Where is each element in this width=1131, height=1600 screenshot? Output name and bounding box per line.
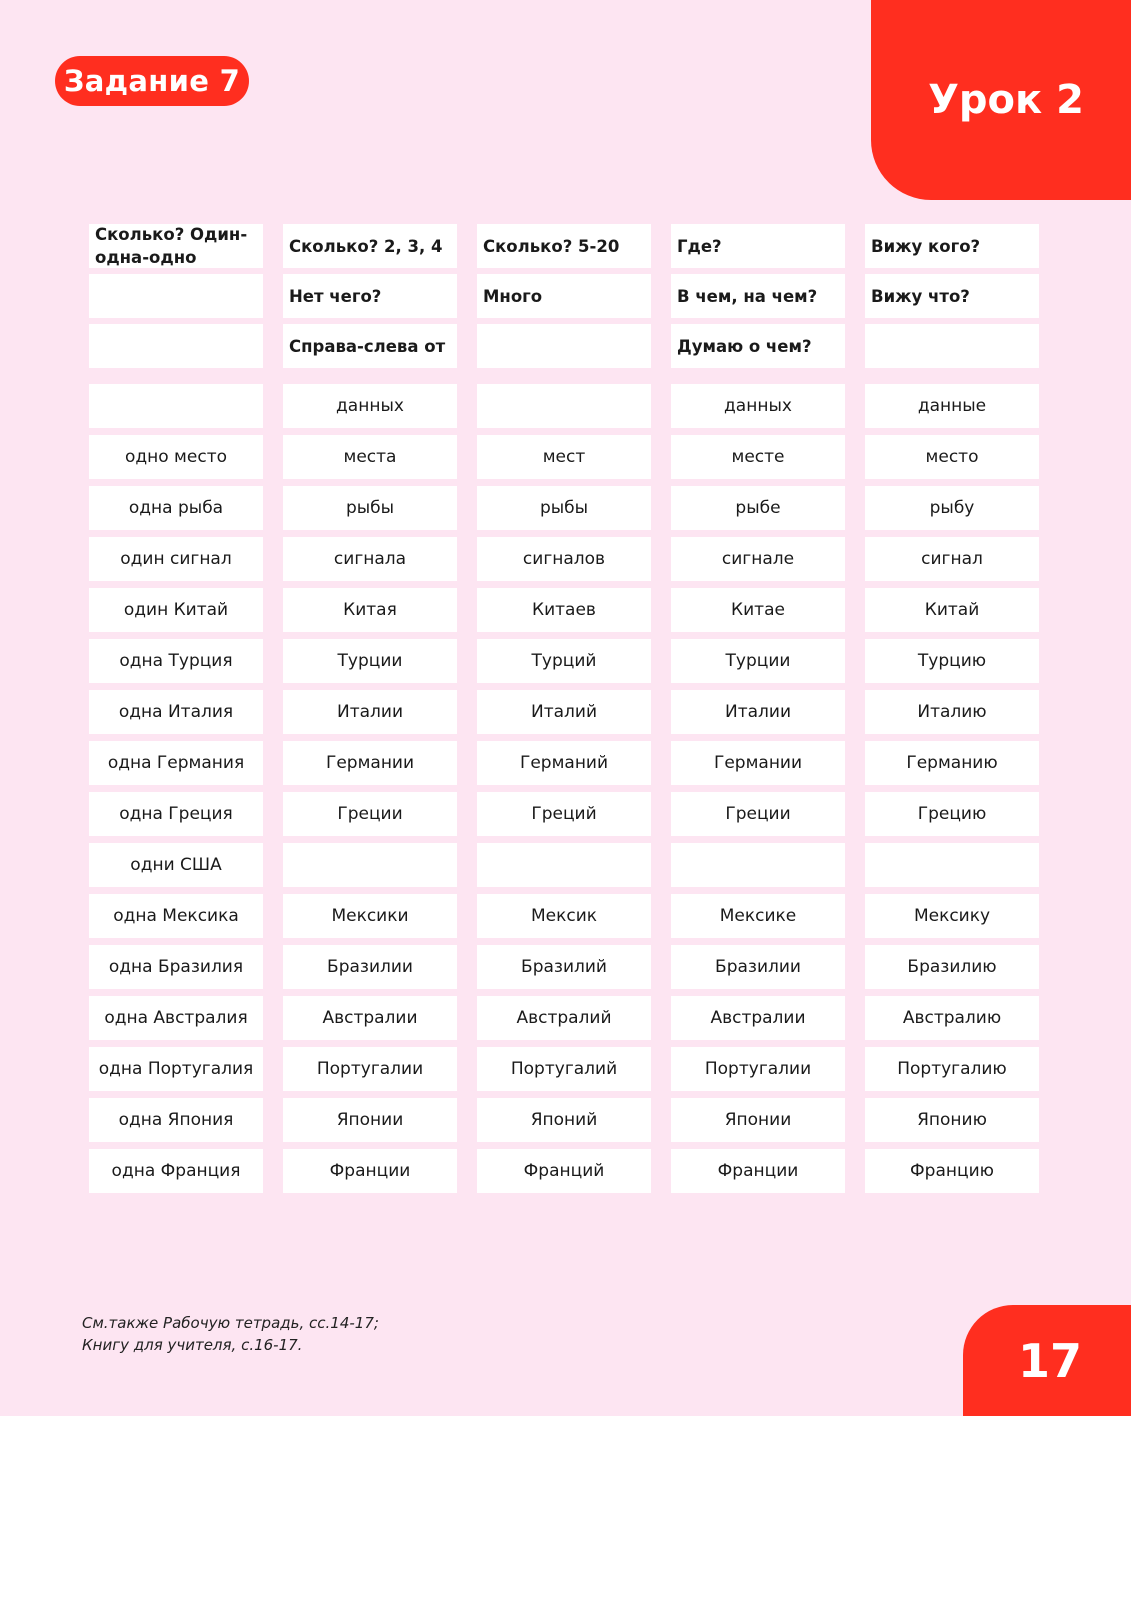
table-cell: сигнале xyxy=(671,537,845,581)
table-cell: одна Италия xyxy=(89,690,263,734)
header-cell xyxy=(477,324,651,368)
table-cell xyxy=(671,843,845,887)
declension-table xyxy=(89,224,1039,1200)
table-cell: одна рыба xyxy=(89,486,263,530)
table-cell: Бразилию xyxy=(865,945,1039,989)
table-cell: одна Бразилия xyxy=(89,945,263,989)
table-cell: одна Германия xyxy=(89,741,263,785)
table-cell: Португалии xyxy=(671,1047,845,1091)
table-cell: Турции xyxy=(671,639,845,683)
table-cell: Турций xyxy=(477,639,651,683)
table-cell: Мексику xyxy=(865,894,1039,938)
table-cell: Португалий xyxy=(477,1047,651,1091)
header-cell: Вижу кого? xyxy=(865,224,1039,268)
table-cell: Германии xyxy=(283,741,457,785)
header-cell: Сколько? Один-одна-одно xyxy=(89,224,263,268)
header-cell xyxy=(89,274,263,318)
table-cell: рыбы xyxy=(477,486,651,530)
table-cell: Бразилии xyxy=(671,945,845,989)
table-cell: Италию xyxy=(865,690,1039,734)
footnote-line: См.также Рабочую тетрадь, сс.14-17; xyxy=(82,1314,379,1332)
table-cell: сигнала xyxy=(283,537,457,581)
header-cell: Думаю о чем? xyxy=(671,324,845,368)
table-cell xyxy=(89,384,263,428)
header-cell: Вижу что? xyxy=(865,274,1039,318)
table-cell: Бразилий xyxy=(477,945,651,989)
table-cell: Германий xyxy=(477,741,651,785)
table-cell: данные xyxy=(865,384,1039,428)
header-cell: Нет чего? xyxy=(283,274,457,318)
header-cell: Сколько? 5-20 xyxy=(477,224,651,268)
table-cell: Австралий xyxy=(477,996,651,1040)
table-cell: Японию xyxy=(865,1098,1039,1142)
table-cell: рыбу xyxy=(865,486,1039,530)
footnote xyxy=(82,1312,379,1356)
table-cell: данных xyxy=(671,384,845,428)
table-cell: Китая xyxy=(283,588,457,632)
table-cell: Италии xyxy=(283,690,457,734)
table-cell: Греции xyxy=(283,792,457,836)
table-cell xyxy=(283,843,457,887)
table-cell: одна Турция xyxy=(89,639,263,683)
table-cell: Мексик xyxy=(477,894,651,938)
table-cell: один сигнал xyxy=(89,537,263,581)
header-cell: Много xyxy=(477,274,651,318)
table-cell: Греции xyxy=(671,792,845,836)
table-cell: одно место xyxy=(89,435,263,479)
table-cell: мест xyxy=(477,435,651,479)
header-cell: В чем, на чем? xyxy=(671,274,845,318)
table-cell: Португалию xyxy=(865,1047,1039,1091)
table-cell xyxy=(865,843,1039,887)
table-cell: сигнал xyxy=(865,537,1039,581)
table-cell: Франции xyxy=(671,1149,845,1193)
table-cell: Италии xyxy=(671,690,845,734)
table-cell: один Китай xyxy=(89,588,263,632)
table-cell: Францию xyxy=(865,1149,1039,1193)
table-cell: одна Франция xyxy=(89,1149,263,1193)
table-cell: Японии xyxy=(671,1098,845,1142)
table-cell: место xyxy=(865,435,1039,479)
table-cell: места xyxy=(283,435,457,479)
table-cell: Австралии xyxy=(283,996,457,1040)
header-cell xyxy=(865,324,1039,368)
table-cell: Китаев xyxy=(477,588,651,632)
table-cell: Китай xyxy=(865,588,1039,632)
lesson-tab: Урок 2 xyxy=(871,0,1131,200)
table-cell: Франции xyxy=(283,1149,457,1193)
table-cell: Греций xyxy=(477,792,651,836)
header-cell: Сколько? 2, 3, 4 xyxy=(283,224,457,268)
table-cell xyxy=(477,384,651,428)
table-cell: Бразилии xyxy=(283,945,457,989)
table-cell: Австралию xyxy=(865,996,1039,1040)
table-cell: Германию xyxy=(865,741,1039,785)
table-cell: Италий xyxy=(477,690,651,734)
table-cell: Японии xyxy=(283,1098,457,1142)
header-cell: Где? xyxy=(671,224,845,268)
table-cell: рыбы xyxy=(283,486,457,530)
table-cell: Франций xyxy=(477,1149,651,1193)
table-cell: одна Греция xyxy=(89,792,263,836)
table-cell: одна Португалия xyxy=(89,1047,263,1091)
table-cell: Мексики xyxy=(283,894,457,938)
table-cell: Германии xyxy=(671,741,845,785)
table-cell: Мексике xyxy=(671,894,845,938)
table-cell: одна Япония xyxy=(89,1098,263,1142)
table-cell: Грецию xyxy=(865,792,1039,836)
header-cell: Справа-слева от xyxy=(283,324,457,368)
table-cell xyxy=(477,843,651,887)
table-cell: одна Мексика xyxy=(89,894,263,938)
table-cell: сигналов xyxy=(477,537,651,581)
table-cell: данных xyxy=(283,384,457,428)
table-cell: месте xyxy=(671,435,845,479)
table-cell: Китае xyxy=(671,588,845,632)
task-badge: Задание 7 xyxy=(55,56,249,106)
table-cell: Португалии xyxy=(283,1047,457,1091)
table-cell: Японий xyxy=(477,1098,651,1142)
table-cell: одна Австралия xyxy=(89,996,263,1040)
footnote-line: Книгу для учителя, с.16-17. xyxy=(82,1336,303,1354)
table-cell: Турцию xyxy=(865,639,1039,683)
table-cell: Австралии xyxy=(671,996,845,1040)
table-cell: Турции xyxy=(283,639,457,683)
table-cell: одни США xyxy=(89,843,263,887)
table-cell: рыбе xyxy=(671,486,845,530)
header-cell xyxy=(89,324,263,368)
page-number: 17 xyxy=(963,1305,1131,1416)
